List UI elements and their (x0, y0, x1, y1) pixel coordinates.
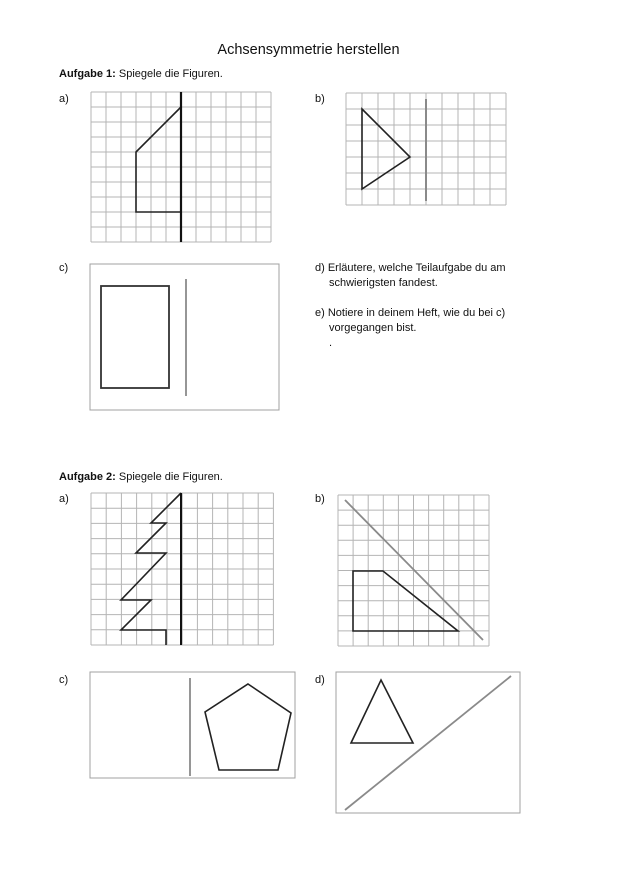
task-1d-line1: d) Erläutere, welche Teilaufgabe du am (315, 262, 506, 274)
page-title: Achsensymmetrie herstellen (217, 42, 400, 58)
task-1c-label: c) (59, 262, 69, 274)
task-1-instruction: Spiegele die Figuren. (115, 68, 223, 80)
task-1a-figure (136, 107, 181, 212)
task-2c-label: c) (59, 674, 69, 686)
task-2d-label: d) (315, 674, 325, 686)
task-1b-label: b) (315, 93, 325, 105)
task-2-instruction: Spiegele die Figuren. (115, 471, 223, 483)
task-2-number: Aufgabe 2: (59, 471, 116, 483)
task-1a-label: a) (59, 93, 69, 105)
task-1e-line1: e) Notiere in deinem Heft, wie du bei c) (315, 307, 506, 319)
task-1b-triangle (362, 109, 410, 189)
task-1e-line3: . (329, 337, 333, 349)
task-1c-rectangle (101, 286, 169, 388)
task-2a-label: a) (59, 493, 69, 505)
task-1e-line2: vorgegangen bist. (329, 322, 417, 334)
task-2b-label: b) (315, 493, 325, 505)
task-2a-grid (91, 493, 273, 645)
task-2d-triangle (351, 680, 413, 743)
task-1-number: Aufgabe 1: (59, 68, 116, 80)
task-1d-line2: schwierigsten fandest. (329, 277, 438, 289)
task-2c-pentagon (205, 684, 291, 770)
task-2c-frame (90, 672, 295, 778)
